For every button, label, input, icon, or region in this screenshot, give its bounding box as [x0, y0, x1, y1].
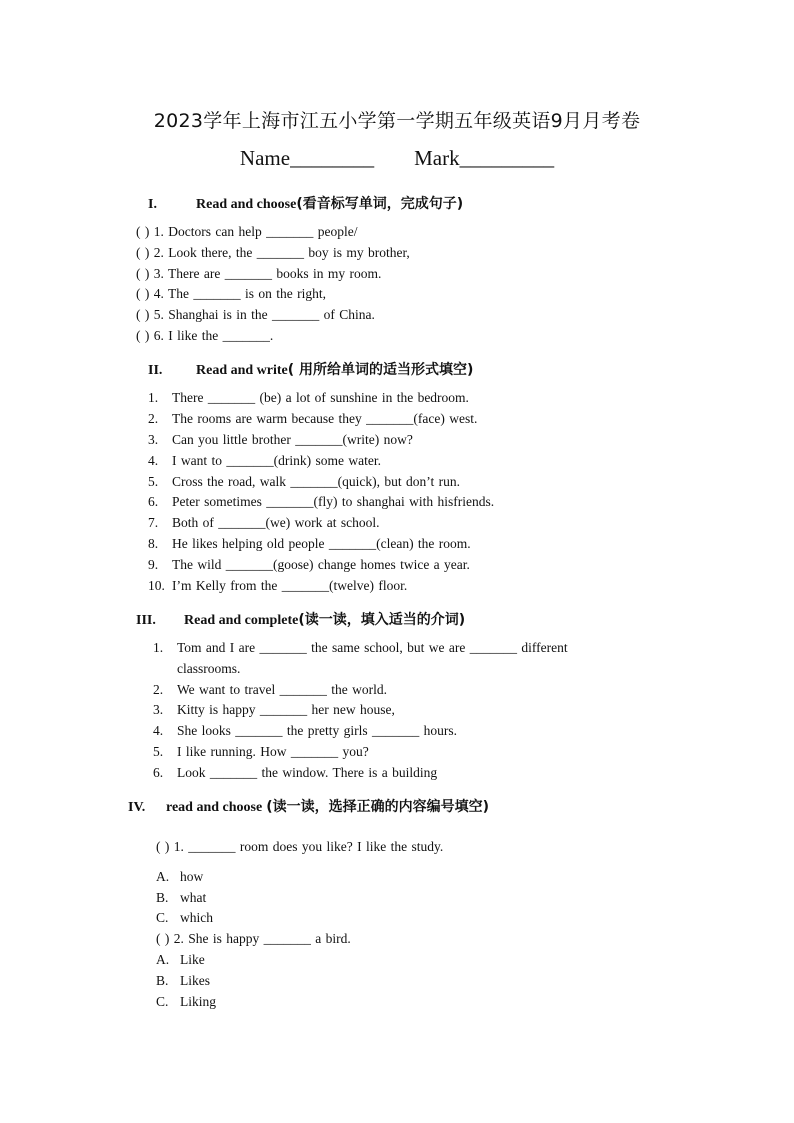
- question-line: 5. I like running. How _______ you?: [153, 744, 369, 759]
- question-line: ( ) 6. I like the _______.: [136, 328, 274, 343]
- option-line: B. Likes: [156, 973, 210, 988]
- question-line: 3. Can you little brother _______(write) now?: [148, 432, 413, 447]
- section-number: I.: [148, 197, 157, 212]
- section-title: Read and complete: [184, 613, 299, 628]
- question-line: 6. Look _______ the window. There is a building: [153, 765, 438, 780]
- question-line: 6. Peter sometimes _______(fly) to shanghai with hisfriends.: [148, 494, 495, 509]
- question-line: ( ) 2. Look there, the _______ boy is my brother,: [136, 245, 410, 260]
- question-line: 2. We want to travel _______ the world.: [153, 682, 387, 697]
- section-title: read and choose: [166, 800, 263, 815]
- option-line: C. Liking: [156, 994, 216, 1009]
- section-number: III.: [136, 613, 156, 628]
- question-line: classrooms.: [177, 661, 241, 676]
- section-instruction: ( 用所给单词的适当形式填空): [287, 362, 474, 378]
- section-instruction: (读一读，选择正确的内容编号填空): [266, 799, 489, 815]
- section-number: IV.: [128, 800, 146, 815]
- question-line: ( ) 2. She is happy _______ a bird.: [156, 931, 351, 946]
- section-number: II.: [148, 363, 163, 378]
- question-line: ( ) 1. Doctors can help _______ people/: [136, 224, 358, 239]
- question-line: ( ) 4. The _______ is on the right,: [136, 286, 326, 301]
- question-line: ( ) 5. Shanghai is in the _______ of China.: [136, 307, 375, 322]
- question-line: 4. She looks _______ the pretty girls _______ hours.: [153, 723, 457, 738]
- section-instruction: (读一读，填入适当的介词): [298, 612, 466, 628]
- section-2-heading: [148, 359, 473, 379]
- option-line: A. Like: [156, 952, 205, 967]
- question-line: ( ) 1. _______ room does you like? I like the study.: [156, 839, 444, 854]
- question-line: 1. Tom and I are _______ the same school, but we are _______ different: [153, 640, 568, 655]
- question-line: 7. Both of _______(we) work at school.: [148, 515, 380, 530]
- section-title: Read and choose: [196, 197, 297, 212]
- question-line: 5. Cross the road, walk _______(quick), but don’t run.: [148, 474, 460, 489]
- section-3-heading: [136, 609, 465, 629]
- page-title: 2023学年上海市江五小学第一学期五年级英语9月月考卷: [153, 110, 641, 132]
- name-mark-bar: [0, 146, 794, 171]
- question-line: 8. He likes helping old people _______(clean) the room.: [148, 536, 471, 551]
- section-instruction: (看音标写单词，完成句子): [296, 196, 464, 212]
- question-line: 9. The wild _______(goose) change homes twice a year.: [148, 557, 470, 572]
- option-line: C. which: [156, 910, 213, 925]
- question-line: 10. I’m Kelly from the _______(twelve) floor.: [148, 578, 408, 593]
- question-line: 4. I want to _______(drink) some water.: [148, 453, 381, 468]
- question-line: 3. Kitty is happy _______ her new house,: [153, 702, 395, 717]
- question-line: 1. There _______ (be) a lot of sunshine in the bedroom.: [148, 390, 469, 405]
- section-4-heading: [128, 796, 489, 816]
- section-title: Read and write: [196, 363, 288, 378]
- section-1-heading: [148, 193, 463, 213]
- mark-field[interactable]: Mark_________: [414, 146, 555, 170]
- option-line: B. what: [156, 890, 207, 905]
- question-line: ( ) 3. There are _______ books in my room.: [136, 266, 382, 281]
- question-line: 2. The rooms are warm because they _______(face) west.: [148, 411, 478, 426]
- name-field[interactable]: Name________: [239, 146, 375, 170]
- option-line: A. how: [156, 869, 204, 884]
